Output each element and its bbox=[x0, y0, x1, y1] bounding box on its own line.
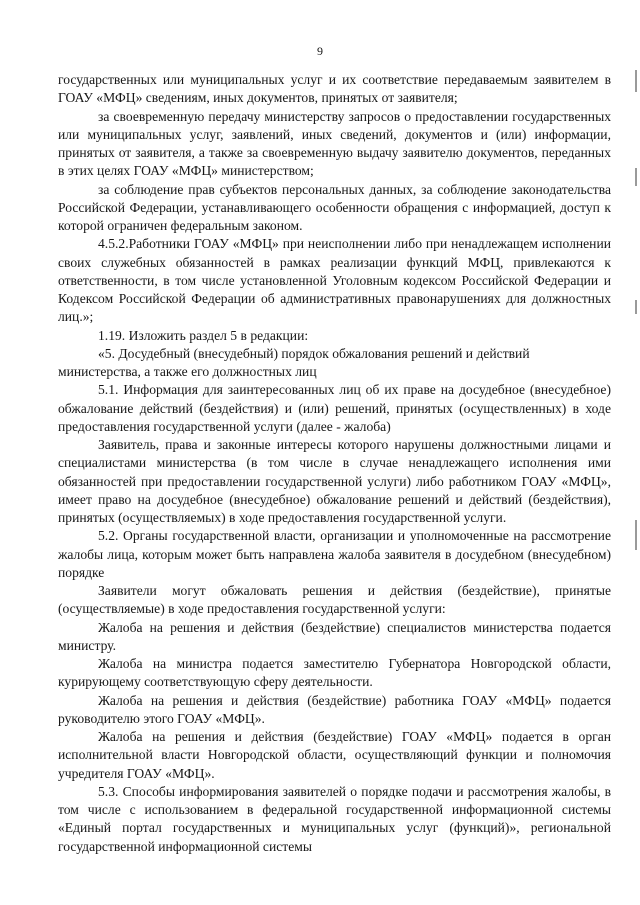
paragraph: Заявитель, права и законные интересы которого нарушены должностными лицами и специалистами министерства (в том числе в случае ненадлежащего исполнения ими обязанностей при предоставлении государственной услуги) либо работником ГОАУ «МФЦ», имеет право на досудебное (внесудебное) обжалование решений и действий (бездействия), принятых (осуществляемых) в ходе предоставления государственной услуги. bbox=[58, 437, 611, 525]
page-number: 9 bbox=[317, 44, 323, 58]
paragraph: за своевременную передачу министерству запросов о предоставлении государственных или муниципальных услуг, заявлений, иных сведений, документов и (или) информации, принятых от заявителя, а также за своевременную выдачу заявителю документов, переданных в этих целях ГОАУ «МФЦ» министерством; bbox=[58, 108, 611, 179]
paragraph: Жалоба на министра подается заместителю Губернатора Новгородской области, курирующему соответствующую сферу деятельности. bbox=[58, 656, 611, 690]
paragraph: за соблюдение прав субъектов персональных данных, за соблюдение законодательства Российской Федерации, устанавливающего особенности обращения с информацией, доступ к которой ограничен федеральным законом. bbox=[58, 181, 611, 233]
scan-edge-mark bbox=[635, 70, 637, 92]
paragraph: 5.3. Способы информирования заявителей о порядке подачи и рассмотрения жалобы, в том числе с использованием в федеральной государственной информационной системы «Единый портал государственных и муниципальных услуг (функций)», региональной государственной информационной системы bbox=[58, 783, 611, 854]
paragraph: 5.1. Информация для заинтересованных лиц об их праве на досудебное (внесудебное) обжалование действий (бездействия) и (или) решений, принятых (осуществленных) в ходе предоставления государственной услуги (далее - жалоба) bbox=[58, 382, 611, 434]
scan-edge-mark bbox=[635, 520, 637, 550]
paragraph: Жалоба на решения и действия (бездействие) работника ГОАУ «МФЦ» подается руководителю этого ГОАУ «МФЦ». bbox=[58, 692, 611, 726]
paragraph: 5.2. Органы государственной власти, организации и уполномоченные на рассмотрение жалобы лица, которым может быть направлена жалоба заявителя в досудебном (внесудебном) порядке bbox=[58, 528, 611, 580]
paragraph: Жалоба на решения и действия (бездействие) ГОАУ «МФЦ» подается в орган исполнительной власти Новгородской области, осуществляющий функции и полномочия учредителя ГОАУ «МФЦ». bbox=[58, 729, 611, 781]
section-heading: «5. Досудебный (внесудебный) порядок обжалования решений и действий министерства, а также его должностных лиц bbox=[58, 345, 530, 379]
document-body bbox=[58, 71, 611, 856]
paragraph: 1.19. Изложить раздел 5 в редакции: bbox=[98, 327, 309, 343]
paragraph: Жалоба на решения и действия (бездействие) специалистов министерства подается министру. bbox=[58, 619, 611, 653]
paragraph: Заявители могут обжаловать решения и действия (бездействие), принятые (осуществляемые) в ходе предоставления государственной услуги: bbox=[58, 583, 611, 617]
paragraph: 4.5.2.Работники ГОАУ «МФЦ» при неисполнении либо при ненадлежащем исполнении своих служебных обязанностей в рамках реализации функций МФЦ, привлекаются к ответственности, в том числе установленной Уголовным кодексом Российской Федерации и Кодексом Российской Федерации об административных правонарушениях для должностных лиц.»; bbox=[58, 236, 611, 325]
scan-edge-mark bbox=[635, 300, 637, 314]
scan-edge-mark bbox=[635, 168, 637, 186]
paragraph: государственных или муниципальных услуг и их соответствие передаваемым заявителем в ГОАУ «МФЦ» сведениям, иных документов, принятых от заявителя; bbox=[58, 72, 611, 106]
